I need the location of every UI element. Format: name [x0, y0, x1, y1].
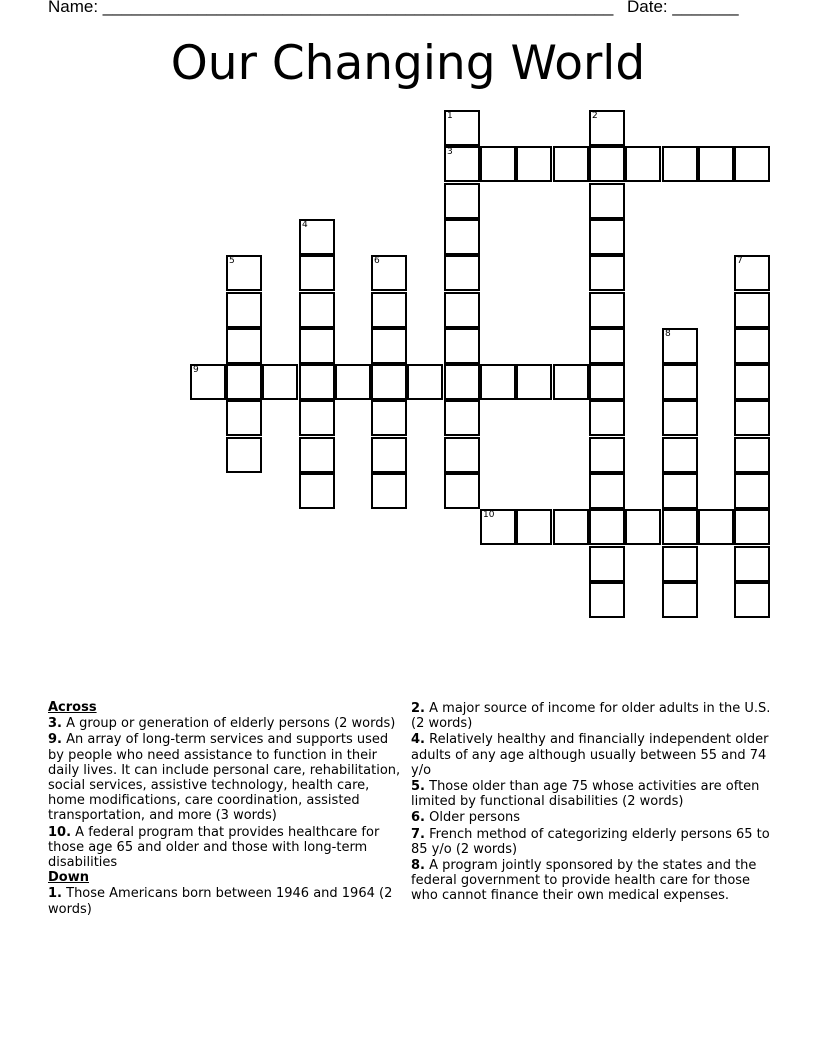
crossword-cell[interactable]	[625, 146, 661, 182]
crossword-cell[interactable]	[516, 146, 552, 182]
crossword-cell[interactable]	[589, 546, 625, 582]
clue-text: An array of long-term services and supports used by people who need assistance to function in their daily lives. It can include personal care, rehabilitation, social services, assistive technology, health care, home modifications, care coordination, assisted transportation, and more (3 words)	[48, 732, 401, 824]
clue-text: Those older than age 75 whose activities are often limited by functional disabilities (2 words)	[411, 779, 760, 810]
crossword-cell[interactable]	[299, 400, 335, 436]
clue-number: 8.	[411, 858, 425, 874]
crossword-cell[interactable]	[662, 546, 698, 582]
clue-number: 10.	[48, 824, 72, 840]
crossword-cell[interactable]	[444, 183, 480, 219]
name-field[interactable]: Name: ______________________________________________________	[48, 0, 614, 16]
clue-number-label: 9	[193, 365, 199, 375]
clue-down-8	[411, 858, 771, 904]
clue-number-label: 8	[665, 329, 671, 339]
crossword-cell[interactable]	[734, 582, 770, 618]
crossword-cell[interactable]	[299, 473, 335, 509]
clue-number: 6.	[411, 810, 425, 826]
crossword-cell[interactable]	[262, 364, 298, 400]
down-heading: Down	[48, 870, 89, 886]
crossword-cell[interactable]	[625, 509, 661, 545]
crossword-cell[interactable]	[734, 328, 770, 364]
crossword-cell[interactable]	[662, 328, 698, 364]
crossword-cell[interactable]	[698, 509, 734, 545]
crossword-cell[interactable]	[407, 364, 443, 400]
clue-text: A federal program that provides healthcare for those age 65 and older and those with long-term disabilities	[48, 824, 380, 871]
crossword-cell[interactable]	[589, 400, 625, 436]
crossword-cell[interactable]	[553, 146, 589, 182]
clue-text: A major source of income for older adults in the U.S. (2 words)	[411, 701, 771, 732]
crossword-cell[interactable]	[662, 582, 698, 618]
crossword-cell[interactable]	[589, 328, 625, 364]
crossword-cell[interactable]	[444, 473, 480, 509]
crossword-cell[interactable]	[371, 364, 407, 400]
crossword-cell[interactable]	[299, 328, 335, 364]
clue-down-4	[411, 732, 771, 778]
crossword-cell[interactable]	[226, 328, 262, 364]
clue-number-label: 2	[592, 111, 598, 121]
clue-down-2	[411, 701, 771, 731]
crossword-cell[interactable]	[371, 437, 407, 473]
crossword-cell[interactable]	[444, 110, 480, 146]
crossword-cell[interactable]	[589, 255, 625, 291]
crossword-cell[interactable]	[662, 437, 698, 473]
crossword-cell[interactable]	[662, 509, 698, 545]
crossword-cell[interactable]	[226, 364, 262, 400]
crossword-cell[interactable]	[734, 292, 770, 328]
clue-text: A program jointly sponsored by the states and the federal government to provide health care for those who cannot finance their own medical expenses.	[411, 858, 757, 904]
clue-text: A group or generation of elderly persons (2 words)	[66, 716, 396, 732]
crossword-cell[interactable]	[662, 146, 698, 182]
clues-column-left	[48, 700, 408, 917]
crossword-cell[interactable]	[190, 364, 226, 400]
crossword-cell[interactable]	[444, 219, 480, 255]
crossword-cell[interactable]	[589, 183, 625, 219]
crossword-cell[interactable]	[589, 473, 625, 509]
crossword-cell[interactable]	[589, 582, 625, 618]
crossword-cell[interactable]	[371, 255, 407, 291]
crossword-cell[interactable]	[662, 473, 698, 509]
clue-down-1	[48, 886, 408, 916]
crossword-cell[interactable]	[698, 146, 734, 182]
crossword-cell[interactable]	[553, 509, 589, 545]
clue-number: 4.	[411, 732, 425, 748]
crossword-cell[interactable]	[516, 364, 552, 400]
crossword-cell[interactable]	[299, 219, 335, 255]
crossword-cell[interactable]	[444, 255, 480, 291]
clue-number-label: 5	[229, 256, 235, 266]
crossword-cell[interactable]	[299, 255, 335, 291]
clue-text: French method of categorizing elderly persons 65 to 85 y/o (2 words)	[411, 826, 770, 857]
crossword-cell[interactable]	[734, 400, 770, 436]
clue-across-10	[48, 825, 408, 871]
crossword-cell[interactable]	[226, 437, 262, 473]
crossword-cell[interactable]	[299, 437, 335, 473]
crossword-cell[interactable]	[444, 146, 480, 182]
crossword-cell[interactable]	[589, 219, 625, 255]
crossword-cell[interactable]	[444, 437, 480, 473]
crossword-cell[interactable]	[589, 509, 625, 545]
crossword-cell[interactable]	[516, 509, 552, 545]
crossword-cell[interactable]	[480, 509, 516, 545]
crossword-cell[interactable]	[734, 473, 770, 509]
crossword-cell[interactable]	[589, 146, 625, 182]
clue-number-label: 3	[447, 147, 453, 157]
crossword-cell[interactable]	[734, 146, 770, 182]
clue-number: 5.	[411, 779, 425, 795]
crossword-cell[interactable]	[589, 292, 625, 328]
clue-down-6	[411, 810, 771, 825]
clue-number: 9.	[48, 732, 62, 748]
clue-number-label: 10	[483, 510, 495, 520]
crossword-cell[interactable]	[589, 437, 625, 473]
crossword-cell[interactable]	[589, 110, 625, 146]
crossword-cell[interactable]	[734, 255, 770, 291]
clue-number: 7.	[411, 826, 425, 842]
crossword-cell[interactable]	[299, 364, 335, 400]
crossword-cell[interactable]	[299, 292, 335, 328]
crossword-cell[interactable]	[553, 364, 589, 400]
crossword-cell[interactable]	[371, 400, 407, 436]
clue-number-label: 7	[737, 256, 743, 266]
clue-number-label: 6	[374, 256, 380, 266]
crossword-cell[interactable]	[444, 400, 480, 436]
crossword-cell[interactable]	[589, 364, 625, 400]
clue-across-9	[48, 732, 408, 823]
crossword-cell[interactable]	[226, 292, 262, 328]
crossword-cell[interactable]	[480, 146, 516, 182]
crossword-cell[interactable]	[444, 292, 480, 328]
crossword-cell[interactable]	[226, 400, 262, 436]
clue-number: 2.	[411, 701, 425, 716]
clue-number: 3.	[48, 716, 62, 732]
across-heading: Across	[48, 700, 97, 715]
clue-text: Relatively healthy and financially independent older adults of any age although usually between 55 and 74 y/o	[411, 732, 769, 778]
crossword-cell[interactable]	[371, 328, 407, 364]
crossword-cell[interactable]	[734, 509, 770, 545]
clue-text: Those Americans born between 1946 and 1964 (2 words)	[48, 886, 393, 917]
crossword-cell[interactable]	[371, 292, 407, 328]
clue-number-label: 4	[302, 220, 308, 230]
date-field[interactable]: Date: _______	[627, 0, 739, 16]
clue-down-7	[411, 827, 771, 857]
crossword-cell[interactable]	[480, 364, 516, 400]
crossword-cell[interactable]	[734, 437, 770, 473]
crossword-cell[interactable]	[371, 473, 407, 509]
crossword-cell[interactable]	[662, 364, 698, 400]
crossword-cell[interactable]	[444, 364, 480, 400]
crossword-cell[interactable]	[226, 255, 262, 291]
crossword-cell[interactable]	[734, 546, 770, 582]
crossword-cell[interactable]	[444, 328, 480, 364]
clue-number: 1.	[48, 886, 62, 902]
clue-text: Older persons	[429, 810, 521, 826]
page-title: Our Changing World	[170, 36, 646, 91]
crossword-cell[interactable]	[335, 364, 371, 400]
clue-number-label: 1	[447, 111, 453, 121]
clues-column-right	[411, 700, 771, 904]
crossword-cell[interactable]	[734, 364, 770, 400]
clue-down-5	[411, 779, 771, 809]
clue-across-3	[48, 716, 408, 731]
crossword-cell[interactable]	[662, 400, 698, 436]
